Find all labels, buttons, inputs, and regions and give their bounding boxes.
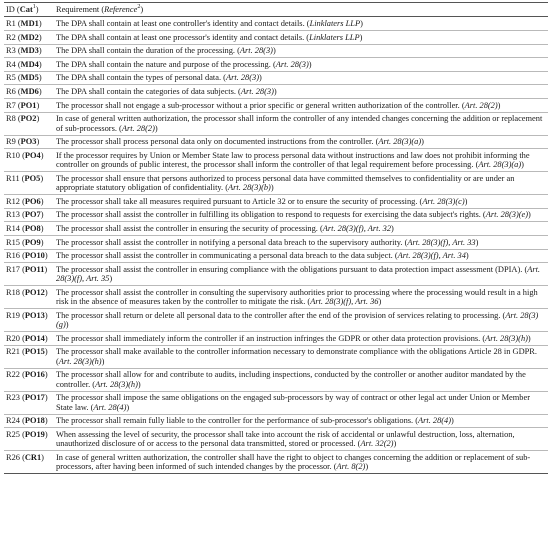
requirement-id: R2 [6,32,16,42]
header-cat-label: Cat [19,5,33,14]
requirement-text: The processor shall assist the controller in fulfilling its obligation to respond to requests for exercising the data subject's rights. [56,210,481,220]
requirement-category: MD2 [20,32,39,42]
requirement-category: PO6 [24,196,41,206]
requirement-text: The DPA shall contain the duration of the processing. [56,46,236,56]
requirement-text-cell: The processor shall assist the controller in ensuring compliance with the obligations pursuant to data protection impact assessment (DPIA). (Art. 28(3)(f), Art. 35) [54,263,548,286]
requirement-reference: Art. 28(3) [240,86,274,96]
requirement-category: MD1 [20,19,39,28]
requirement-category: PO9 [24,237,41,247]
requirement-reference: Art. 28(3)(f), Art. 32 [322,223,392,233]
table-row [4,332,548,346]
header-id-cat: ID (Cat$^1$) [4,3,54,17]
requirement-id: R24 [6,416,20,426]
requirement-text: The processor shall allow for and contribute to audits, including inspections, conducted by the controller or another auditor mandated by the controller. [56,370,526,389]
requirement-text: The processor shall remain fully liable to the controller for the performance of sub-processor's obligations. [56,416,414,426]
requirement-category: PO15 [24,347,45,357]
requirement-category: PO19 [24,429,45,439]
requirement-id-cell: R12 (PO6) [4,195,54,209]
requirement-text-cell: The processor shall allow for and contribute to audits, including inspections, conducted by the controller or another auditor mandated by the controller. (Art. 28(3)(h)) [54,368,548,391]
requirement-text-cell: When assessing the level of security, the processor shall take into account the risk of accidental or unlawful destruction, loss, alternation, unauthorized disclosure of or access to the personal data transmitted, stored or processed. (Art. 32(2)) [54,428,548,451]
requirement-text-cell: In case of general written authorization, the controller shall have the right to object to changes concerning the addition or replacement of sub-processors, after having been informed of such intended changes by the processor. (Art. 8(2)) [54,451,548,474]
requirement-reference: Art. 28(3)(b) [228,183,271,193]
table-row [4,31,548,45]
requirement-id: R19 [6,310,20,320]
requirement-id: R18 [6,287,20,297]
table-row [4,195,548,209]
requirement-category: MD5 [20,73,39,83]
requirement-id: R23 [6,393,20,403]
requirement-id-cell: R24 (PO18) [4,414,54,428]
requirement-text: The processor shall impose the same obligations on the engaged sub-processors by way of contract or other legal act under Union or Member State law. [56,393,530,412]
requirement-id-cell: R20 (PO14) [4,332,54,346]
requirement-reference: Art. 28(3)(h) [95,379,138,389]
requirement-reference: Art. 28(4) [418,416,452,426]
requirement-reference: Art. 28(3)(c) [422,196,465,206]
requirements-table-container [4,2,548,474]
requirement-id: R13 [6,210,20,220]
requirement-text: The DPA shall contain at least one processor's identity and contact details. [56,32,305,42]
requirement-id-cell: R5 (MD5) [4,71,54,85]
requirement-text-cell: The DPA shall contain the categories of data subjects. (Art. 28(3)) [54,85,548,99]
requirement-id: R22 [6,370,20,380]
table-row [4,71,548,85]
requirement-id-cell: R1 (MD1) [4,17,54,31]
table-row [4,286,548,309]
requirement-category: CR1 [24,452,42,462]
requirement-text-cell: The processor shall immediately inform the controller if an instruction infringes the GDPR or other data protection provisions. (Art. 28(3)(h)) [54,332,548,346]
requirement-text: The processor shall immediately inform the controller if an instruction infringes the GDPR or other data protection provisions. [56,333,481,343]
requirement-category: PO3 [20,137,37,147]
requirement-category: PO8 [24,223,41,233]
requirement-id-cell: R8 (PO2) [4,112,54,135]
requirement-id-cell: R15 (PO9) [4,235,54,249]
requirement-text-cell: The processor shall assist the controller in communicating a personal data breach to the data subject. (Art. 28(3)(f), Art. 34) [54,249,548,263]
requirement-category: PO2 [20,114,37,124]
requirement-id: R16 [6,251,20,261]
table-row [4,172,548,195]
requirement-text: The processor shall take all measures required pursuant to Article 32 or to ensure the security of processing. [56,196,418,206]
requirement-category: PO12 [24,287,45,297]
table-row [4,208,548,222]
requirement-id-cell: R25 (PO19) [4,428,54,451]
requirement-text: The processor shall make available to the controller information necessary to demonstrate compliance with the obligations Article 28 in GDPR. [56,347,537,357]
table-row [4,58,548,72]
requirement-reference: Art. 28(4) [93,402,127,412]
requirement-text-cell: The DPA shall contain the nature and purpose of the processing. (Art. 28(3)) [54,58,548,72]
requirement-id: R12 [6,196,20,206]
requirement-text: The processor shall assist the controller in ensuring the security of processing. [56,223,318,233]
requirement-reference: Art. 28(3)(a) [378,137,422,147]
requirement-id-cell: R18 (PO12) [4,286,54,309]
requirement-text: The processor shall assist the controller in consulting the supervisory authorities prior to processing where the processing would result in a high risk in the absence of measures taken by the controller to mitigate the risk. [56,287,538,307]
table-row [4,149,548,172]
table-row [4,345,548,368]
requirement-id: R5 [6,73,16,83]
requirement-text: The processor shall assist the controller in notifying a personal data breach to the supervisory authority. [56,237,403,247]
requirement-reference: Art. 8(2) [336,462,366,472]
requirement-id-cell: R7 (PO1) [4,98,54,112]
requirement-id-cell: R26 (CR1) [4,451,54,474]
requirement-reference: Art. 28(3) [275,59,309,69]
requirement-reference: Linklaters LLP [309,32,360,42]
requirement-id-cell: R10 (PO4) [4,149,54,172]
table-row [4,135,548,149]
table-row [4,451,548,474]
requirement-text: The DPA shall contain the nature and purpose of the processing. [56,59,271,69]
table-row [4,428,548,451]
requirement-reference: Art. 32(2) [360,439,394,449]
requirement-reference: Art. 28(3)(f), Art. 36 [310,297,379,307]
requirement-text-cell: The processor shall process personal data only on documented instructions from the controller. (Art. 28(3)(a)) [54,135,548,149]
requirement-text-cell: The DPA shall contain at least one processor's identity and contact details. (Linklaters LLP) [54,31,548,45]
requirement-id: R11 [6,173,20,183]
requirement-reference: Art. 28(3)(g) [56,310,539,330]
requirement-id: R10 [6,150,20,160]
header-ref-footnote: 2 [137,4,141,11]
table-body [4,17,548,474]
requirement-text-cell: The processor shall make available to the controller information necessary to demonstrate compliance with the obligations Article 28 in GDPR. (Art. 28(3)(h)) [54,345,548,368]
requirement-id-cell: R2 (MD2) [4,31,54,45]
requirement-id: R21 [6,347,20,357]
requirement-reference: Art. 28(3)(f), Art. 33 [407,237,476,247]
requirement-text-cell: The DPA shall contain the types of personal data. (Art. 28(3)) [54,71,548,85]
requirement-reference: Art. 28(3)(a) [478,160,522,170]
requirement-id: R20 [6,333,20,343]
requirement-reference: Linklaters LLP [309,19,361,28]
requirement-text-cell: If the processor requires by Union or Member State law to process personal data without instructions and law does not prohibit informing the controller on grounds of public interest, the processor shall inform the controller of that legal requirement before processing. (Art. 28(3)(a)) [54,149,548,172]
table-header-row [4,3,548,17]
requirement-text: The processor shall assist the controller in ensuring compliance with the obligations pursuant to data protection impact assessment (DPIA). [56,264,523,274]
requirement-text-cell: The processor shall assist the controller in consulting the supervisory authorities prior to processing where the processing would result in a high risk in the absence of measures taken by the controller to mitigate the risk. (Art. 28(3)(f), Art. 36) [54,286,548,309]
requirement-text-cell: The processor shall take all measures required pursuant to Article 32 or to ensure the security of processing. (Art. 28(3)(c)) [54,195,548,209]
requirement-text: When assessing the level of security, the processor shall take into account the risk of accidental or unlawful destruction, loss, alternation, unauthorized disclosure of or access to the personal data transmitted, stored or processed. [56,429,515,449]
requirement-text: The DPA shall contain the types of personal data. [56,73,222,83]
requirement-category: PO5 [24,173,41,183]
requirement-text: The DPA shall contain at least one controller's identity and contact details. [56,19,305,28]
requirement-id-cell: R9 (PO3) [4,135,54,149]
table-row [4,98,548,112]
requirement-id-cell: R4 (MD4) [4,58,54,72]
requirement-text-cell: The DPA shall contain the duration of the processing. (Art. 28(3)) [54,44,548,58]
requirement-text-cell: The processor shall assist the controller in ensuring the security of processing. (Art. 28(3)(f), Art. 32) [54,222,548,236]
requirement-id-cell: R23 (PO17) [4,391,54,414]
requirement-category: PO11 [24,264,45,274]
requirement-id: R17 [6,264,20,274]
requirement-text-cell: The processor shall assist the controller in notifying a personal data breach to the supervisory authority. (Art. 28(3)(f), Art. 33) [54,235,548,249]
requirement-category: PO14 [24,333,45,343]
requirement-id: R25 [6,429,20,439]
requirement-id-cell: R3 (MD3) [4,44,54,58]
requirement-reference: Art. 28(3)(h) [485,333,528,343]
requirement-id: R1 [6,19,16,28]
requirement-reference: Art. 28(3) [239,46,273,56]
table-row [4,263,548,286]
requirement-category: MD6 [20,86,39,96]
requirement-text-cell: The processor shall return or delete all personal data to the controller after the end of the provision of services relating to processing. (Art. 28(3)(g)) [54,309,548,332]
requirement-id: R9 [6,137,16,147]
requirement-id: R8 [6,114,16,124]
requirement-category: PO18 [24,416,45,426]
requirement-category: PO10 [24,251,45,261]
requirement-category: MD3 [20,46,39,56]
requirement-text-cell: The DPA shall contain at least one controller's identity and contact details. (Linklaters LLP) [54,17,548,31]
requirement-category: MD4 [20,59,39,69]
table-row [4,44,548,58]
header-cat-footnote: 1 [32,4,36,11]
requirement-id-cell: R13 (PO7) [4,208,54,222]
requirement-reference: Art. 28(3)(h) [58,356,102,366]
requirement-id: R15 [6,237,20,247]
table-row [4,222,548,236]
requirement-id-cell: R6 (MD6) [4,85,54,99]
table-row [4,85,548,99]
requirement-reference: Art. 28(2) [121,123,155,133]
requirement-reference: Art. 28(3) [225,73,259,83]
requirement-text: In case of general written authorization, the controller shall have the right to object to changes concerning the addition or replacement of sub-processors, after having been informed of such intended changes by the processor. [56,452,531,472]
requirement-reference: Art. 28(3)(f), Art. 35 [56,264,541,284]
requirement-text-cell: The processor shall assist the controller in fulfilling its obligation to respond to requests for exercising the data subject's rights. (Art. 28(3)(e)) [54,208,548,222]
requirement-text: In case of general written authorization, the processor shall inform the controller of any intended changes concerning the addition or replacement of sub-processors. [56,114,543,133]
requirement-id-cell: R14 (PO8) [4,222,54,236]
table-row [4,368,548,391]
table-row [4,309,548,332]
requirement-category: PO4 [24,150,41,160]
table-row [4,112,548,135]
table-row [4,414,548,428]
requirement-text: If the processor requires by Union or Member State law to process personal data without instructions and law does not prohibit informing the controller on grounds of public interest, the processor shall inform the controller of that legal requirement before processing. [56,150,530,170]
requirement-id-cell: R11 (PO5) [4,172,54,195]
requirement-reference: Art. 28(3)(e) [485,210,529,220]
requirement-id-cell: R21 (PO15) [4,345,54,368]
requirement-category: PO1 [20,100,37,110]
requirement-text-cell: The processor shall ensure that persons authorized to process personal data have committed themselves to confidentiality or are under an appropriate statutory obligation of confidentiality. (Art. 28(3)(b)) [54,172,548,195]
header-reference-label: Reference [104,5,138,14]
requirement-text-cell: The processor shall not engage a sub-processor without a prior specific or general written authorization of the controller. (Art. 28(2)) [54,98,548,112]
requirement-id: R14 [6,223,20,233]
requirement-id-cell: R19 (PO13) [4,309,54,332]
requirement-id-cell: R22 (PO16) [4,368,54,391]
requirement-text: The processor shall process personal data only on documented instructions from the controller. [56,137,374,147]
requirement-reference: Art. 28(2) [464,100,498,110]
requirement-id-cell: R16 (PO10) [4,249,54,263]
table-row [4,249,548,263]
requirement-text: The DPA shall contain the categories of data subjects. [56,86,236,96]
requirement-text-cell: The processor shall remain fully liable to the controller for the performance of sub-processor's obligations. (Art. 28(4)) [54,414,548,428]
requirements-table [4,2,548,474]
requirement-category: PO13 [24,310,45,320]
requirement-category: PO7 [24,210,41,220]
requirement-category: PO17 [24,393,45,403]
requirement-id: R3 [6,46,16,56]
requirement-text: The processor shall not engage a sub-processor without a prior specific or general written authorization of the controller. [56,100,460,110]
header-requirement: Requirement (Reference$^2$) [54,3,548,17]
requirement-reference: Art. 28(3)(f), Art. 34 [397,251,466,261]
requirement-text: The processor shall return or delete all personal data to the controller after the end of the provision of services relating to processing. [56,310,501,320]
requirement-text: The processor shall ensure that persons authorized to process personal data have committed themselves to confidentiality or are under an appropriate statutory obligation of confidentiality. [56,173,515,193]
table-row [4,391,548,414]
requirement-id: R7 [6,100,16,110]
requirement-id: R6 [6,86,16,96]
table-row [4,17,548,31]
requirement-id-cell: R17 (PO11) [4,263,54,286]
requirement-text-cell: In case of general written authorization, the processor shall inform the controller of any intended changes concerning the addition or replacement of sub-processors. (Art. 28(2)) [54,112,548,135]
table-row [4,235,548,249]
requirement-text: The processor shall assist the controller in communicating a personal data breach to the data subject. [56,251,393,261]
requirement-text-cell: The processor shall impose the same obligations on the engaged sub-processors by way of contract or other legal act under Union or Member State law. (Art. 28(4)) [54,391,548,414]
requirement-id: R26 [6,452,20,462]
requirement-id: R4 [6,59,16,69]
requirement-category: PO16 [24,370,45,380]
